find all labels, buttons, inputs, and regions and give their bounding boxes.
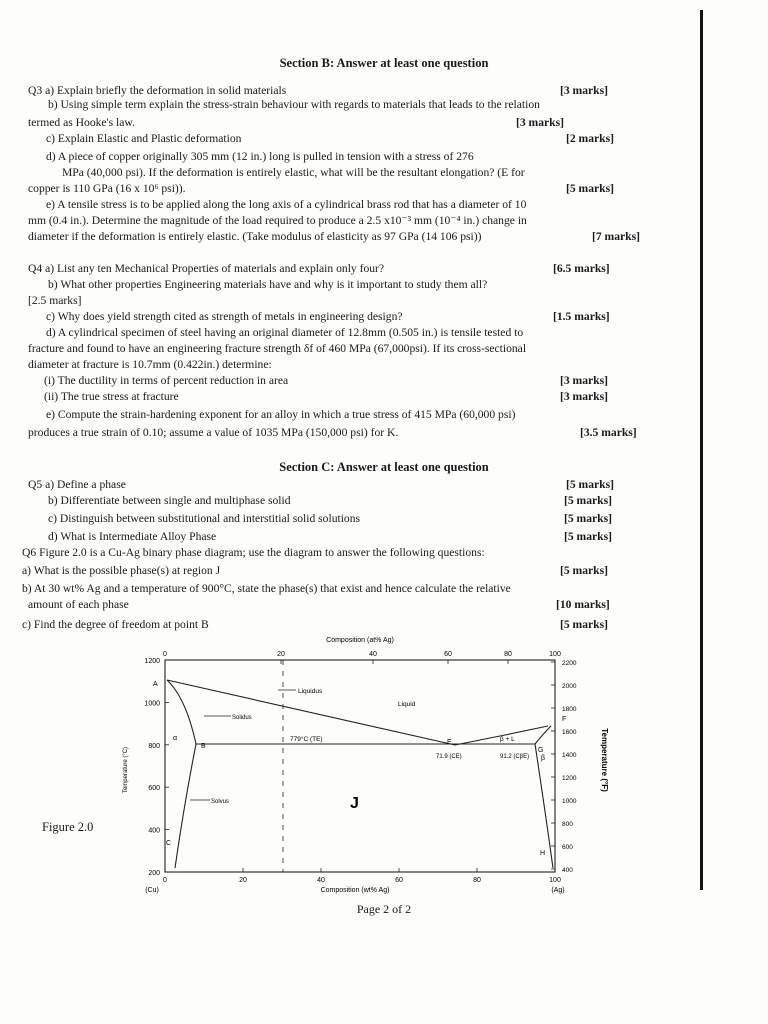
label-solidus: Solidus [232, 715, 252, 721]
plot-frame [165, 660, 555, 872]
page-footer: Page 2 of 2 [356, 902, 412, 916]
left-tick-label: 600 [148, 785, 160, 793]
right-tick-label: 2000 [562, 683, 577, 690]
left-tick-label: 1000 [144, 700, 160, 708]
section-b-heading: Section B: Answer at least one question [279, 56, 489, 70]
left-tick-label: 200 [148, 870, 160, 877]
q3-line: c) Explain Elastic and Plastic deformation [46, 132, 242, 145]
marks-label: [3 marks] [560, 390, 608, 403]
q3-line: termed as Hooke's law. [28, 116, 135, 129]
marks-label: [5 marks] [560, 564, 608, 577]
top-tick-label: 60 [444, 651, 452, 658]
right-tick-label: 1200 [562, 775, 577, 782]
label-solvus: Solvus [211, 799, 230, 805]
q5-line: d) What is Intermediate Alloy Phase [48, 530, 217, 543]
q6-line: amount of each phase [28, 598, 129, 611]
top-axis-title: Composition (at% Ag) [326, 637, 394, 644]
q4-line: (ii) The true stress at fracture [44, 390, 179, 403]
left-tick-label: 400 [148, 827, 160, 835]
right-tick-label: 1400 [562, 752, 577, 759]
figure-label: Figure 2.0 [42, 820, 94, 834]
bottom-tick-label: 0 [163, 877, 167, 884]
q4-line: e) Compute the strain-hardening exponent for an alloy in which a true stress of 415 MPa (60,000 psi) [46, 408, 516, 421]
bottom-tick-label: 20 [239, 877, 247, 884]
bottom-tick-label: 100 [549, 877, 561, 884]
q4-line: (i) The ductility in terms of percent reduction in area [44, 374, 289, 387]
page-edge-shadow [700, 10, 703, 890]
q4-line: c) Why does yield strength cited as strength of metals in engineering design? [46, 310, 403, 323]
marks-label: [6.5 marks] [553, 262, 610, 275]
left-tick-label: 800 [148, 742, 160, 750]
label-point-b: B [201, 743, 206, 750]
label-cbe: 91.2 (CβE) [500, 754, 530, 760]
marks-label: [5 marks] [564, 512, 612, 525]
top-axis-ticks [163, 651, 561, 664]
right-axis-title: Temperature (°F) [600, 728, 609, 792]
right-axis-ticks [551, 660, 577, 874]
liquidus-right [455, 726, 548, 745]
marks-label: [10 marks] [556, 598, 610, 611]
bottom-tick-label: 80 [473, 877, 481, 884]
marks-label: [3 marks] [560, 374, 608, 387]
q3-line: diameter if the deformation is entirely elastic. (Take modulus of elasticity as 97 GPa (14 106 psi)) [28, 230, 482, 243]
right-tick-label: 400 [562, 867, 573, 874]
q4-line: Q4 a) List any ten Mechanical Properties of materials and explain only four? [28, 262, 385, 275]
marks-label: [3 marks] [516, 116, 564, 129]
q5-line: Q5 a) Define a phase [28, 478, 126, 491]
q3-line: b) Using simple term explain the stress-strain behaviour with regards to materials that leads to the relation [48, 98, 540, 111]
label-liquidus: Liquidus [298, 688, 323, 695]
marks-label: [3.5 marks] [580, 426, 637, 439]
q3-line: MPa (40,000 psi). If the deformation is entirely elastic, what will be the resultant elongation? (E for [62, 166, 525, 179]
marks-label: [7 marks] [592, 230, 640, 243]
liquidus-left [167, 680, 455, 745]
label-point-a: A [153, 681, 158, 688]
q3-line: e) A tensile stress is to be applied along the long axis of a cylindrical brass rod that has a diameter of 10 [46, 198, 527, 211]
label-beta-l: β + L [500, 736, 515, 743]
label-alpha: α [173, 735, 178, 742]
label-region-j: J [350, 795, 359, 812]
q3-line: d) A piece of copper originally 305 mm (12 in.) long is pulled in tension with a stress of 276 [46, 150, 474, 163]
marks-label: [5 marks] [566, 478, 614, 491]
solidus-left [167, 680, 196, 744]
top-tick-label: 0 [163, 651, 167, 658]
label-point-c: C [166, 840, 172, 847]
q4-line: diameter at fracture is 10.7mm (0.422in.) determine: [28, 358, 272, 371]
q4-line: [2.5 marks] [28, 294, 82, 307]
solidus-right [535, 726, 551, 744]
label-beta: β [541, 755, 546, 762]
label-point-g: G [538, 747, 544, 754]
right-tick-label: 1600 [562, 729, 577, 736]
bottom-tick-label: 60 [395, 877, 403, 884]
top-tick-label: 100 [549, 651, 561, 658]
q4-line: fracture and found to have an engineering fracture strength δf of 460 MPa (67,000psi). If its cross-sectional [28, 342, 527, 355]
right-tick-label: 1000 [562, 798, 577, 805]
right-tick-label: 1800 [562, 706, 577, 713]
right-tick-label: 2200 [562, 660, 577, 667]
q5-line: b) Differentiate between single and multiphase solid [48, 494, 291, 507]
marks-label: [5 marks] [566, 182, 614, 195]
marks-label: [5 marks] [564, 530, 612, 543]
q6-line: b) At 30 wt% Ag and a temperature of 900°C, state the phase(s) that exist and hence calculate the relative [22, 582, 511, 595]
q6-line: a) What is the possible phase(s) at region J [22, 564, 221, 577]
bottom-end-cu: (Cu) [145, 887, 159, 894]
top-tick-label: 40 [369, 651, 377, 658]
label-point-h: H [540, 850, 546, 857]
left-tick-label: 1200 [144, 658, 160, 665]
solvus-left [175, 744, 196, 868]
left-axis-title: Temperature (°C) [123, 746, 129, 794]
q6-line: c) Find the degree of freedom at point B [22, 618, 209, 631]
section-c-heading: Section C: Answer at least one question [279, 460, 489, 474]
right-tick-label: 600 [562, 844, 573, 851]
q5-line: c) Distinguish between substitutional and interstitial solid solutions [48, 512, 361, 525]
marks-label: [5 marks] [560, 618, 608, 631]
q4-line: b) What other properties Engineering materials have and why is it important to study them all? [48, 278, 488, 291]
right-tick-label: 800 [562, 821, 573, 828]
marks-label: [3 marks] [560, 84, 608, 97]
solvus-right [535, 744, 553, 868]
label-point-f: F [562, 716, 567, 723]
top-tick-label: 20 [277, 651, 285, 658]
bottom-axis-title: Composition (wt% Ag) [320, 887, 390, 894]
label-point-e: E [447, 739, 452, 746]
left-axis-ticks [144, 658, 172, 877]
bottom-axis-ticks [163, 868, 561, 884]
q3-line: copper is 110 GPa (16 x 10⁶ psi)). [28, 182, 186, 195]
label-liquid: Liquid [398, 701, 416, 708]
bottom-end-ag: (Ag) [551, 887, 565, 894]
q4-line: produces a true strain of 0.10; assume a value of 1035 MPa (150,000 psi) for K. [28, 426, 399, 439]
label-eutectic: 779°C (TE) [290, 736, 323, 743]
marks-label: [2 marks] [566, 132, 614, 145]
marks-label: [1.5 marks] [553, 310, 610, 323]
label-ce: 71.9 (CE) [436, 754, 462, 760]
marks-label: [5 marks] [564, 494, 612, 507]
q4-line: d) A cylindrical specimen of steel having an original diameter of 12.8mm (0.505 in.) is tensile tested to [46, 326, 524, 339]
bottom-tick-label: 40 [317, 877, 325, 884]
q3-line: mm (0.4 in.). Determine the magnitude of the load required to produce a 2.5 x10⁻³ mm (10⁻⁴ in.) change in [28, 214, 527, 227]
q6-line: Q6 Figure 2.0 is a Cu-Ag binary phase diagram; use the diagram to answer the following questions: [22, 546, 485, 559]
top-tick-label: 80 [504, 651, 512, 658]
q3-line: Q3 a) Explain briefly the deformation in solid materials [28, 84, 287, 97]
